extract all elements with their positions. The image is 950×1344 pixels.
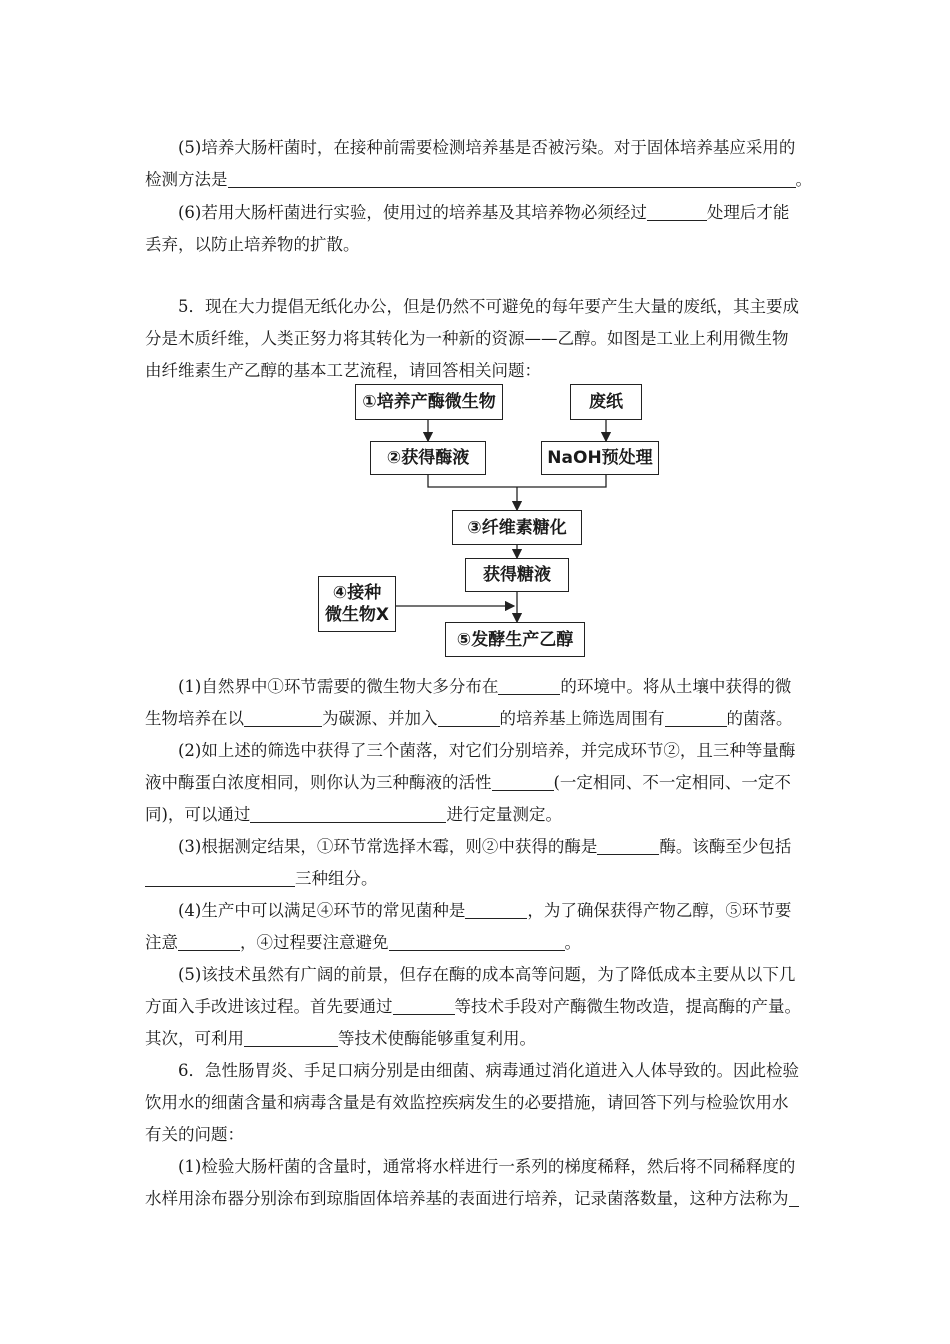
answer-blank[interactable] [145, 871, 295, 887]
answer-blank[interactable] [244, 711, 322, 727]
answer-blank[interactable] [647, 205, 707, 221]
step-culture-box: ①培养产酶微生物 [355, 384, 503, 420]
process-flow-diagram [300, 378, 670, 660]
join-line [428, 475, 606, 487]
answer-blank[interactable] [228, 172, 796, 188]
q5-sub4-line2: 注意 ，④过程要注意避免 。 [145, 933, 581, 952]
q5-sub5-line1: (5)该技术虽然有广阔的前景，但存在酶的成本高等问题，为了降低成本主要从以下几 [178, 965, 796, 984]
q5-sub3-line1: (3)根据测定结果，①环节常选择木霉，则②中获得的酶是 酶。该酶至少包括 [178, 837, 792, 856]
answer-blank[interactable] [597, 839, 659, 855]
answer-blank[interactable] [250, 807, 446, 823]
q5-sub3-line2: 三种组分。 [145, 869, 378, 889]
answer-blank[interactable] [665, 711, 727, 727]
q5-sub2-line3: 同)，可以通过 进行定量测定。 [145, 805, 562, 824]
q5-sub1-line2: 生物培养在以 为碳源、并加入 的培养基上筛选周围有 的菌落。 [145, 709, 793, 728]
q5-sub2-line1: (2)如上述的筛选中获得了三个菌落，对它们分别培养，并完成环节②，且三种等量酶 [178, 741, 796, 760]
answer-blank[interactable] [789, 1191, 799, 1207]
q6-intro-line3: 有关的问题： [145, 1125, 244, 1144]
q4-sub5-line2: 检测方法是 。 [145, 170, 812, 189]
q5-sub5-line3: 其次，可利用 等技术使酶能够重复利用。 [145, 1029, 536, 1048]
q5-sub4-line1: (4)生产中可以满足④环节的常见菌种是 ，为了确保获得产物乙醇，⑤环节要 [178, 901, 792, 920]
answer-blank[interactable] [498, 679, 560, 695]
q5-intro-line3: 由纤维素生产乙醇的基本工艺流程，请回答相关问题： [145, 361, 541, 380]
answer-blank[interactable] [465, 903, 527, 919]
answer-blank[interactable] [178, 935, 240, 951]
q4-sub6-line2: 丢弃，以防止培养物的扩散。 [145, 235, 360, 254]
q6-intro-line2: 饮用水的细菌含量和病毒含量是有效监控疾病发生的必要措施，请回答下列与检验饮用水 [145, 1093, 789, 1112]
q5-sub5-line2: 方面入手改进该过程。首先要通过 等技术手段对产酶微生物改造，提高酶的产量。 [145, 997, 801, 1016]
answer-blank[interactable] [393, 999, 455, 1015]
q4-sub5-line1: (5)培养大肠杆菌时，在接种前需要检测培养基是否被污染。对于固体培养基应采用的 [178, 138, 796, 157]
answer-blank[interactable] [244, 1031, 338, 1047]
answer-blank[interactable] [438, 711, 500, 727]
waste-paper-box: 废纸 [570, 384, 642, 420]
step-inoculate-box: ④接种 微生物X [318, 576, 396, 632]
step-enzyme-box: ②获得酶液 [370, 441, 486, 475]
q5-intro-line2: 分是木质纤维，人类正努力将其转化为一种新的资源——乙醇。如图是工业上利用微生物 [145, 329, 789, 348]
step-ferment-box: ⑤发酵生产乙醇 [445, 622, 585, 657]
q5-intro-line1: 5．现在大力提倡无纸化办公，但是仍然不可避免的每年要产生大量的废纸，其主要成 [178, 297, 799, 316]
q6-sub1-line1: (1)检验大肠杆菌的含量时，通常将水样进行一系列的梯度稀释，然后将不同稀释度的 [178, 1157, 796, 1176]
q6-intro-line1: 6．急性肠胃炎、手足口病分别是由细菌、病毒通过消化道进入人体导致的。因此检验 [178, 1061, 799, 1080]
step-saccharify-box: ③纤维素糖化 [452, 510, 582, 545]
q5-sub2-line2: 液中酶蛋白浓度相同，则你认为三种酶液的活性 (一定相同、不一定相同、一定不 [145, 773, 791, 792]
sugar-solution-box: 获得糖液 [465, 558, 569, 592]
q5-sub1-line1: (1)自然界中①环节需要的微生物大多分布在 的环境中。将从土壤中获得的微 [178, 677, 792, 696]
naoh-pretreat-box: NaOH预处理 [541, 441, 659, 475]
answer-blank[interactable] [389, 935, 565, 951]
q4-sub6-line1: (6)若用大肠杆菌进行实验，使用过的培养基及其培养物必须经过 处理后才能 [178, 203, 790, 222]
answer-blank[interactable] [492, 775, 554, 791]
q6-sub1-line2: 水样用涂布器分别涂布到琼脂固体培养基的表面进行培养，记录菌落数量，这种方法称为 [145, 1189, 799, 1209]
